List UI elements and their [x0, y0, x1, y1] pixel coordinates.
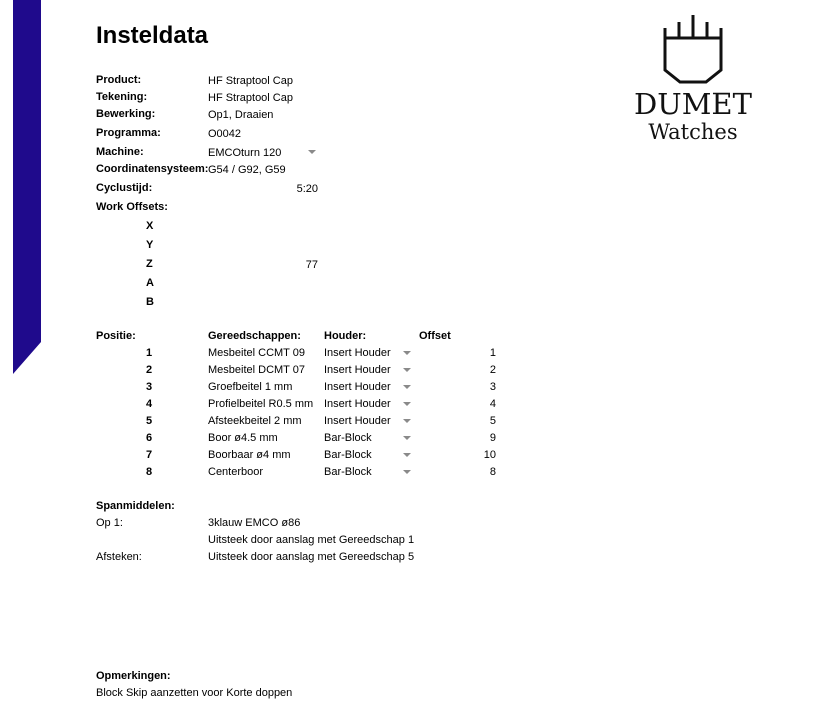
- logo-text-watches: Watches: [648, 120, 738, 144]
- opmerkingen-label: Opmerkingen:: [96, 670, 171, 682]
- holder-dropdown-icon[interactable]: [403, 402, 411, 406]
- tool-offset: 1: [489, 347, 496, 359]
- tool-position: 2: [146, 364, 153, 376]
- coordinatensysteem-value: G54 / G92, G59: [208, 164, 286, 176]
- tekening-value: HF Straptool Cap: [208, 92, 293, 104]
- tool-offset: 3: [489, 381, 496, 393]
- tool-offset: 4: [489, 398, 496, 410]
- tools-header-offset: Offset: [419, 330, 451, 342]
- side-band: [13, 0, 41, 374]
- offset-axis-y: Y: [146, 239, 154, 251]
- tool-offset: 2: [489, 364, 496, 376]
- tool-name: Centerboor: [208, 466, 264, 478]
- work-offsets-label: Work Offsets:: [96, 201, 168, 213]
- tool-position: 6: [146, 432, 153, 444]
- tekening-label: Tekening:: [96, 91, 148, 103]
- product-label: Product:: [96, 74, 142, 86]
- holder-dropdown-icon[interactable]: [403, 368, 411, 372]
- tool-offset: 5: [489, 415, 496, 427]
- offset-axis-b: B: [146, 296, 154, 308]
- offset-value-z: 77: [305, 259, 318, 271]
- crown-icon: [628, 12, 758, 90]
- product-value: HF Straptool Cap: [208, 75, 293, 87]
- tools-header-houder: Houder:: [324, 330, 367, 342]
- offset-axis-x: X: [146, 220, 154, 232]
- cyclustijd-value: 5:20: [296, 183, 318, 195]
- offset-axis-z: Z: [146, 258, 153, 270]
- holder-dropdown-icon[interactable]: [403, 385, 411, 389]
- tool-name: Groefbeitel 1 mm: [208, 381, 293, 393]
- dumet-logo: [628, 12, 758, 147]
- holder-dropdown[interactable]: Bar-Block: [324, 449, 372, 461]
- op1-note: Uitsteek door aanslag met Gereedschap 1: [208, 534, 415, 546]
- tool-name: Boorbaar ø4 mm: [208, 449, 291, 461]
- holder-dropdown[interactable]: Insert Houder: [324, 347, 391, 359]
- tool-position: 4: [146, 398, 153, 410]
- holder-dropdown[interactable]: Insert Houder: [324, 415, 391, 427]
- op1-label: Op 1:: [96, 517, 123, 529]
- tool-name: Mesbeitel DCMT 07: [208, 364, 305, 376]
- holder-dropdown[interactable]: Bar-Block: [324, 432, 372, 444]
- holder-dropdown[interactable]: Insert Houder: [324, 364, 391, 376]
- holder-dropdown-icon[interactable]: [403, 453, 411, 457]
- tool-offset: 10: [483, 449, 496, 461]
- op1-value: 3klauw EMCO ø86: [208, 517, 301, 529]
- tools-header-gereedschap: Gereedschappen:: [208, 330, 301, 342]
- tool-offset: 9: [489, 432, 496, 444]
- cyclustijd-label: Cyclustijd:: [96, 182, 153, 194]
- bewerking-label: Bewerking:: [96, 108, 156, 120]
- tool-position: 3: [146, 381, 153, 393]
- page-title: Insteldata: [96, 22, 209, 49]
- holder-dropdown[interactable]: Insert Houder: [324, 381, 391, 393]
- holder-dropdown-icon[interactable]: [403, 351, 411, 355]
- tool-position: 7: [146, 449, 153, 461]
- holder-dropdown-icon[interactable]: [403, 470, 411, 474]
- tool-offset: 8: [489, 466, 496, 478]
- offset-axis-a: A: [146, 277, 154, 289]
- tool-name: Boor ø4.5 mm: [208, 432, 278, 444]
- machine-dropdown[interactable]: EMCOturn 120: [208, 147, 282, 159]
- side-band-shape: [13, 0, 41, 374]
- tools-header-positie: Positie:: [96, 330, 136, 342]
- coordinatensysteem-label: Coordinatensysteem:: [96, 163, 209, 175]
- holder-dropdown[interactable]: Bar-Block: [324, 466, 372, 478]
- spanmiddelen-label: Spanmiddelen:: [96, 500, 175, 512]
- machine-dropdown-icon[interactable]: [308, 150, 316, 154]
- afsteken-value: Uitsteek door aanslag met Gereedschap 5: [208, 551, 415, 563]
- afsteken-label: Afsteken:: [96, 551, 142, 563]
- holder-dropdown[interactable]: Insert Houder: [324, 398, 391, 410]
- logo-text-dumet: DUMET: [634, 87, 752, 121]
- tool-position: 5: [146, 415, 153, 427]
- tool-name: Mesbeitel CCMT 09: [208, 347, 305, 359]
- programma-value: O0042: [208, 128, 242, 140]
- holder-dropdown-icon[interactable]: [403, 419, 411, 423]
- holder-dropdown-icon[interactable]: [403, 436, 411, 440]
- tool-name: Afsteekbeitel 2 mm: [208, 415, 302, 427]
- machine-label: Machine:: [96, 146, 144, 158]
- tool-position: 1: [146, 347, 153, 359]
- opmerkingen-text: Block Skip aanzetten voor Korte doppen: [96, 687, 293, 699]
- tool-name: Profielbeitel R0.5 mm: [208, 398, 314, 410]
- bewerking-value: Op1, Draaien: [208, 109, 274, 121]
- tool-position: 8: [146, 466, 153, 478]
- programma-label: Programma:: [96, 127, 161, 139]
